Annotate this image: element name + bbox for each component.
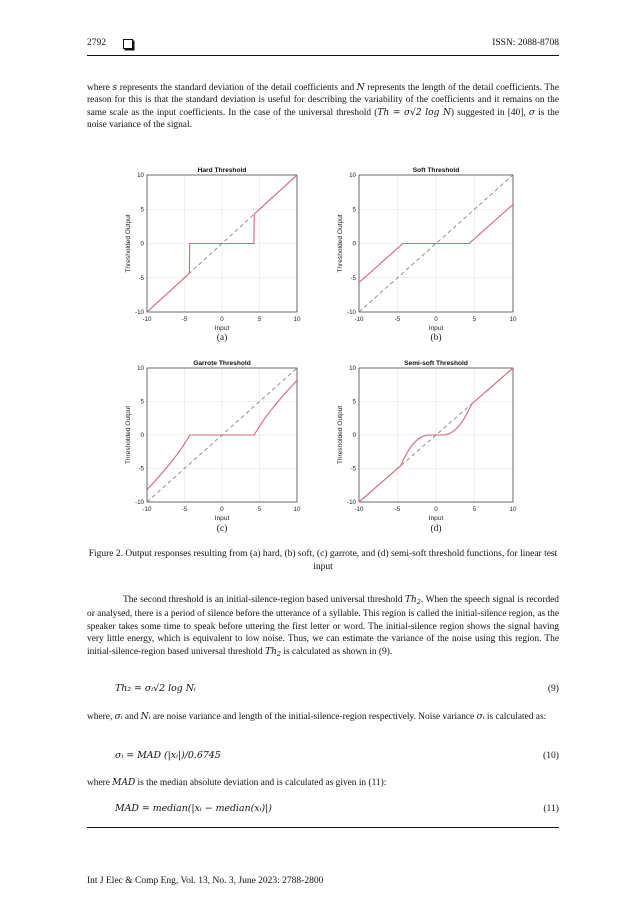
y-tick-label: -10 bbox=[135, 499, 144, 506]
y-tick-label: -10 bbox=[135, 309, 144, 316]
y-tick-label: 0 bbox=[140, 432, 144, 439]
y-tick-label: -5 bbox=[350, 465, 356, 473]
x-axis-label: Input bbox=[214, 515, 230, 522]
equation-9-number: (9) bbox=[547, 683, 559, 694]
subplot-title: Hard Threshold bbox=[197, 167, 247, 174]
x-axis-label: Input bbox=[428, 325, 444, 332]
y-axis-label: Thresholded Output bbox=[125, 214, 132, 273]
y-tick-label: -5 bbox=[138, 274, 144, 282]
x-tick-label: -10 bbox=[142, 506, 152, 513]
panel-label: (b) bbox=[430, 333, 442, 343]
y-tick-label: 5 bbox=[140, 206, 144, 214]
equation-9 bbox=[115, 683, 559, 697]
figure-caption: Figure 2. Output responses resulting from (a) hard, (b) soft, (c) garrote, and (d) semi-soft threshold functions, for linear test input bbox=[88, 549, 558, 572]
y-axis-label: Thresholded Output bbox=[125, 405, 132, 465]
paragraph-universal-threshold: where s represents the standard deviation of the detail coefficients and N represents the length of the detail coefficients. The reason for this is that the standard deviation is useful for describing the variability of the coefficients and it remains on the same scale as the input coefficients. In the case of the universal threshold (Th = σ√2 log N) suggested in [40], σ is the noise variance of the signal. bbox=[87, 83, 559, 131]
x-axis-label: Input bbox=[428, 515, 444, 522]
paragraph-mad: where MAD is the median absolute deviation and is calculated as given in (11): bbox=[87, 778, 387, 788]
equation-10-formula: σᵢ = MAD (|xᵢ|)/0.6745 bbox=[115, 750, 221, 761]
paragraph-noise-variance: where, σᵢ and Nᵢ are noise variance and length of the initial-silence-region respectively. Noise variance σᵢ is calculated as: bbox=[87, 712, 547, 722]
subplot-4 bbox=[337, 360, 517, 534]
y-axis-label: Thresholded Output bbox=[337, 214, 344, 273]
subplot-title: Soft Threshold bbox=[412, 167, 460, 174]
equation-9-formula: Th₂ = σᵢ√2 log Nᵢ bbox=[115, 683, 196, 694]
equation-11-formula: MAD = median(|xᵢ − median(xᵢ)|) bbox=[115, 803, 272, 814]
y-tick-label: 10 bbox=[137, 365, 144, 372]
y-tick-label: 10 bbox=[137, 172, 144, 179]
y-tick-label: -10 bbox=[347, 309, 356, 316]
equation-10-number: (10) bbox=[543, 750, 559, 761]
subplot-2 bbox=[337, 167, 517, 343]
x-tick-label: 5 bbox=[472, 506, 477, 513]
issn: ISSN: 2088-8708 bbox=[492, 38, 559, 48]
equation-11-number: (11) bbox=[543, 803, 559, 814]
panel-label: (d) bbox=[430, 524, 442, 534]
x-tick-label: -5 bbox=[394, 316, 401, 323]
x-tick-label: -10 bbox=[142, 316, 152, 323]
y-tick-label: 10 bbox=[349, 172, 356, 179]
x-tick-label: -5 bbox=[394, 506, 401, 513]
paragraph-initial-silence: The second threshold is an initial-silence-region based universal threshold $Th_2$. When the speech signal is recorded or analysed, there is a period of silence before the utterance of a syllable. This region is called the initial-silence region, as the speaker takes some time to speak before uttering the first letter or word. The initial-silence region shows the signal having very little energy, which is equivalent to low noise. Thus, we can estimate the variance of the noise using this region. The initial-silence-region based universal threshold $Th_2$ is calculated as shown in (9). bbox=[87, 595, 559, 658]
subplot-title: Garrote Threshold bbox=[193, 360, 251, 367]
y-tick-label: -5 bbox=[350, 274, 356, 282]
subplot-1 bbox=[125, 167, 301, 343]
x-tick-label: 10 bbox=[293, 506, 301, 513]
y-tick-label: -5 bbox=[138, 465, 144, 473]
y-tick-label: 5 bbox=[352, 206, 356, 214]
y-tick-label: 5 bbox=[352, 398, 356, 406]
x-tick-label: 10 bbox=[509, 506, 517, 513]
x-tick-label: 0 bbox=[434, 316, 438, 323]
subplot-title: Semi-soft Threshold bbox=[404, 360, 468, 367]
subplot-3 bbox=[125, 360, 301, 534]
x-axis-label: Input bbox=[214, 325, 230, 332]
x-tick-label: 5 bbox=[257, 506, 262, 513]
x-tick-label: -5 bbox=[181, 316, 188, 323]
panel-label: (a) bbox=[216, 333, 228, 343]
equation-11 bbox=[115, 803, 559, 817]
y-axis-label: Thresholded Output bbox=[337, 405, 344, 465]
footer-rule bbox=[87, 827, 559, 828]
x-tick-label: 0 bbox=[434, 506, 438, 513]
universal-threshold-formula: Th = σ√2 log N bbox=[377, 107, 451, 118]
y-tick-label: -10 bbox=[347, 499, 356, 506]
page-number: 2792 bbox=[87, 38, 106, 48]
y-tick-label: 5 bbox=[140, 398, 144, 406]
y-tick-label: 0 bbox=[352, 432, 356, 439]
x-tick-label: 0 bbox=[220, 506, 224, 513]
x-tick-label: 0 bbox=[220, 316, 224, 323]
x-tick-label: 5 bbox=[472, 316, 477, 323]
footer-citation: Int J Elec & Comp Eng, Vol. 13, No. 3, June 2023: 2788-2800 bbox=[87, 876, 324, 886]
equation-10 bbox=[115, 750, 559, 764]
x-tick-label: 10 bbox=[509, 316, 517, 323]
y-tick-label: 10 bbox=[349, 365, 356, 372]
panel-label: (c) bbox=[216, 524, 228, 534]
x-tick-label: -10 bbox=[354, 506, 364, 513]
x-tick-label: 10 bbox=[293, 316, 301, 323]
x-tick-label: 5 bbox=[257, 316, 262, 323]
y-tick-label: 0 bbox=[140, 240, 144, 248]
y-tick-label: 0 bbox=[352, 240, 356, 248]
x-tick-label: -10 bbox=[354, 316, 364, 323]
x-tick-label: -5 bbox=[181, 506, 188, 513]
